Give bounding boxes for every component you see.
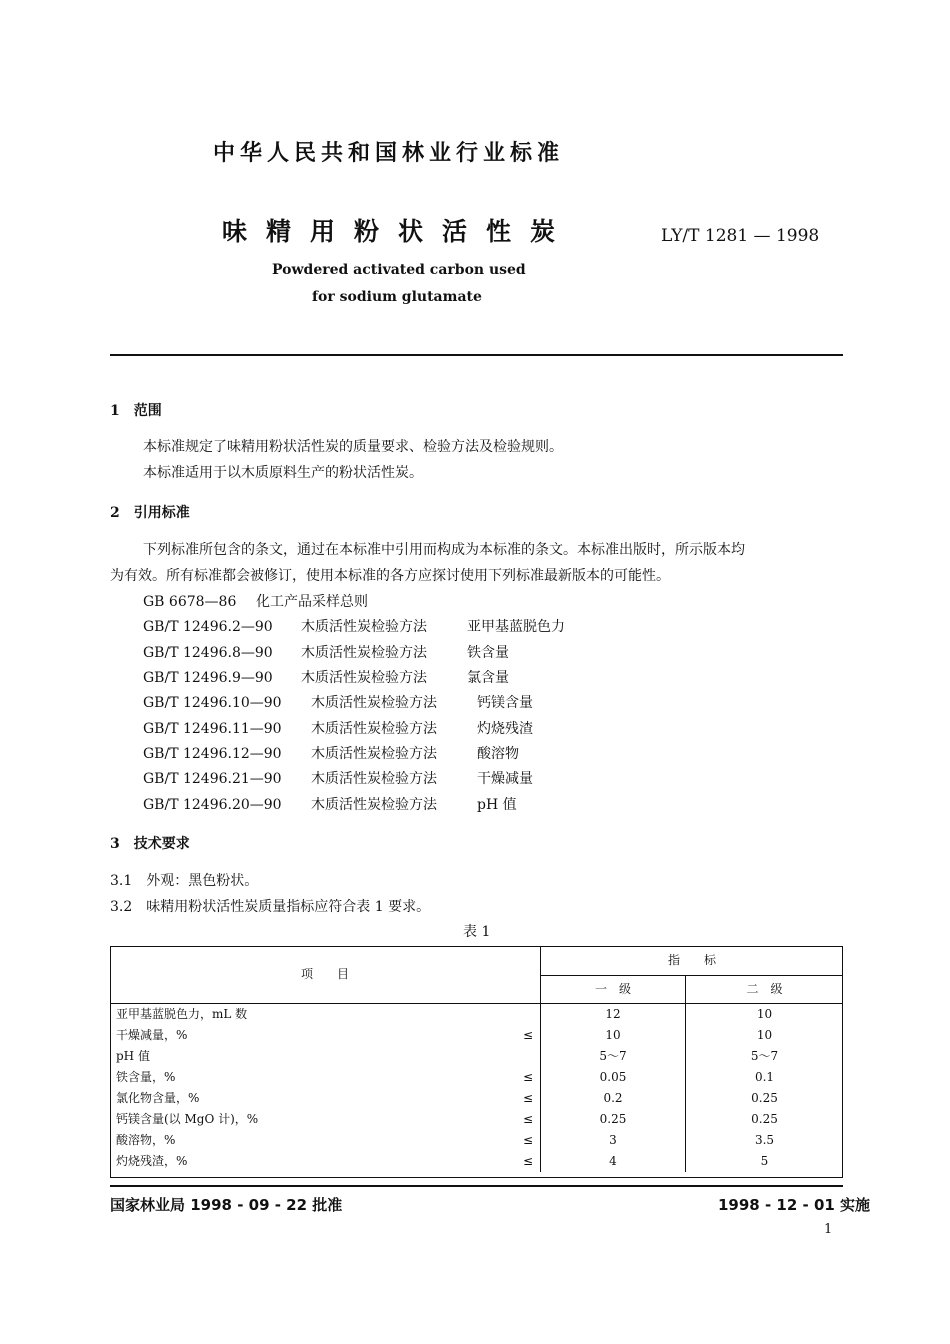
clause-3-2: 3.2 味精用粉状活性炭质量指标应符合表 1 要求。 bbox=[110, 899, 431, 915]
reference-line: GB 6678—86 化工产品采样总则 bbox=[143, 594, 368, 610]
table-row: 钙镁含量(以 MgO 计)，% ≤ 0.25 0.25 bbox=[110, 1109, 843, 1130]
reference-line: GB/T 12496.9—90 木质活性炭检验方法 氯含量 bbox=[143, 670, 509, 686]
section-2-heading: 2 引用标准 bbox=[110, 505, 190, 521]
quality-index-table bbox=[110, 946, 843, 1172]
effective-date: 1998 - 12 - 01 实施 bbox=[718, 1196, 871, 1214]
header-index: 指 标 bbox=[541, 946, 844, 976]
standard-code: LY/T 1281 — 1998 bbox=[661, 226, 820, 246]
table-row: 亚甲基蓝脱色力，mL 数 12 10 bbox=[110, 1004, 843, 1026]
table-row: 酸溶物，% ≤ 3 3.5 bbox=[110, 1130, 843, 1151]
approval-date: 国家林业局 1998 - 09 - 22 批准 bbox=[110, 1196, 343, 1214]
page-number: 1 bbox=[824, 1222, 833, 1237]
reference-line: GB/T 12496.10—90 木质活性炭检验方法 钙镁含量 bbox=[143, 695, 533, 711]
english-title-line1: Powdered activated carbon used bbox=[272, 262, 526, 278]
reference-line: GB/T 12496.20—90 木质活性炭检验方法 pH 值 bbox=[143, 797, 517, 813]
table-row: 干燥减量，% ≤ 10 10 bbox=[110, 1025, 843, 1046]
section-2-paragraph-line-2: 为有效。所有标准都会被修订，使用本标准的各方应探讨使用下列标准最新版本的可能性。 bbox=[110, 568, 670, 584]
document-title: 味精用粉状活性炭 bbox=[222, 217, 575, 246]
header-grade-2: 二 级 bbox=[686, 976, 844, 1004]
footer-divider bbox=[110, 1185, 843, 1187]
reference-line: GB/T 12496.8—90 木质活性炭检验方法 铁含量 bbox=[143, 645, 509, 661]
section-1-heading: 1 范围 bbox=[110, 403, 162, 419]
header-grade-1: 一 级 bbox=[541, 976, 686, 1004]
table-row: 灼烧残渣，% ≤ 4 5 bbox=[110, 1151, 843, 1172]
table-row: 铁含量，% ≤ 0.05 0.1 bbox=[110, 1067, 843, 1088]
section-2-paragraph-line-1: 下列标准所包含的条文，通过在本标准中引用而构成为本标准的条文。本标准出版时，所示版本均 bbox=[143, 542, 745, 558]
section-1-paragraph-2: 本标准适用于以木质原料生产的粉状活性炭。 bbox=[143, 465, 423, 481]
reference-line: GB/T 12496.2—90 木质活性炭检验方法 亚甲基蓝脱色力 bbox=[143, 619, 565, 635]
section-1-paragraph-1: 本标准规定了味精用粉状活性炭的质量要求、检验方法及检验规则。 bbox=[143, 439, 563, 455]
reference-line: GB/T 12496.12—90 木质活性炭检验方法 酸溶物 bbox=[143, 746, 519, 762]
table-caption: 表 1 bbox=[463, 924, 491, 940]
reference-line: GB/T 12496.21—90 木质活性炭检验方法 干燥减量 bbox=[143, 771, 533, 787]
clause-3-1: 3.1 外观：黑色粉状。 bbox=[110, 873, 259, 889]
section-3-heading: 3 技术要求 bbox=[110, 836, 190, 852]
standard-org-title: 中华人民共和国林业行业标准 bbox=[213, 141, 565, 166]
header-divider bbox=[110, 354, 843, 356]
header-item: 项 目 bbox=[110, 946, 541, 1004]
table-row: pH 值 5～7 5～7 bbox=[110, 1046, 843, 1067]
english-title-line2: for sodium glutamate bbox=[312, 289, 482, 305]
reference-line: GB/T 12496.11—90 木质活性炭检验方法 灼烧残渣 bbox=[143, 721, 533, 737]
table-row: 氯化物含量，% ≤ 0.2 0.25 bbox=[110, 1088, 843, 1109]
